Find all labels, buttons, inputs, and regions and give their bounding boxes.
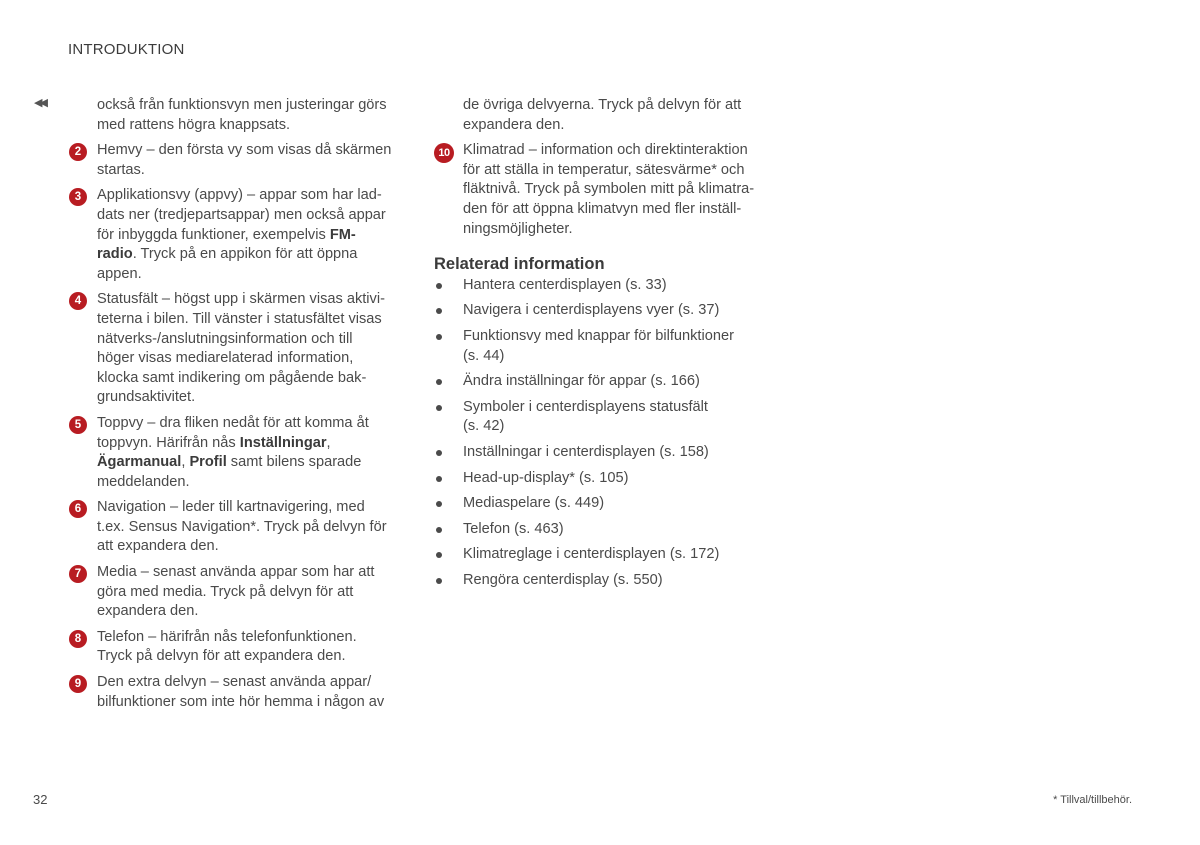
text-line: Klimatrad – information och direktinteraktion xyxy=(463,142,748,159)
text-line: Mediaspelare (s. 449) xyxy=(463,495,605,512)
number-badge: 4 xyxy=(69,292,87,310)
number-badge: 3 xyxy=(69,188,87,206)
number-badge: 8 xyxy=(69,630,87,648)
right-column xyxy=(434,96,769,596)
list-item-5 xyxy=(68,414,403,492)
list-item-7 xyxy=(68,563,403,622)
double-chevron-left-icon: ◀◀ xyxy=(34,97,45,109)
text-line: Klimatreglage i centerdisplayen (s. 172) xyxy=(463,546,720,563)
text-span: , xyxy=(181,454,190,471)
text-line: meddelanden. xyxy=(97,473,190,490)
footnote: * Tillval/tillbehör. xyxy=(1053,794,1132,806)
related-heading: Relaterad information xyxy=(434,255,605,274)
text-span: för inbyggda funktioner, exempelvis xyxy=(97,226,330,243)
bold-term: FM- xyxy=(329,226,356,243)
related-link[interactable] xyxy=(434,372,769,392)
related-link[interactable] xyxy=(434,443,769,463)
number-badge: 2 xyxy=(69,143,87,161)
bold-term: Inställningar xyxy=(239,434,327,451)
text-line: för att ställa in temperatur, sätesvärme* och xyxy=(463,161,745,178)
left-column xyxy=(68,96,403,718)
text-line: teterna i bilen. Till vänster i statusfältet visas xyxy=(97,310,382,327)
text-line: Navigera i centerdisplayens vyer (s. 37) xyxy=(463,302,720,319)
text-line: fläktnivå. Tryck på symbolen mitt på klimatra- xyxy=(463,181,755,198)
list-item-10 xyxy=(434,141,769,239)
text-line: grundsaktivitet. xyxy=(97,389,196,406)
text-line: klocka samt indikering om pågående bak- xyxy=(97,369,367,386)
text-span: toppvyn. Härifrån nås xyxy=(97,434,240,451)
related-list xyxy=(434,276,769,591)
text-line: Rengöra centerdisplay (s. 550) xyxy=(463,571,663,588)
related-link[interactable] xyxy=(434,545,769,565)
text-line: Head-up-display* (s. 105) xyxy=(463,469,629,486)
text-line: Symboler i centerdisplayens statusfält xyxy=(463,398,708,415)
text-line xyxy=(97,434,403,454)
list-item-8 xyxy=(68,628,403,667)
text-line: att expandera den. xyxy=(97,538,219,555)
page-number: 32 xyxy=(33,792,48,807)
bullet-icon xyxy=(436,578,442,584)
bullet-icon xyxy=(436,450,442,456)
text-line: Telefon (s. 463) xyxy=(463,520,564,537)
text-line: Media – senast använda appar som har att xyxy=(97,564,375,581)
bullet-icon xyxy=(436,308,442,314)
list-item-3 xyxy=(68,186,403,284)
bold-term: Ägarmanual xyxy=(97,454,182,471)
related-link[interactable] xyxy=(434,571,769,591)
text-line xyxy=(97,245,403,265)
text-line: ningsmöjligheter. xyxy=(463,220,573,237)
text-line: Toppvy – dra fliken nedåt för att komma åt xyxy=(97,414,369,431)
text-line: (s. 44) xyxy=(463,347,505,364)
list-item-6 xyxy=(68,498,403,557)
text-line: t.ex. Sensus Navigation*. Tryck på delvyn för xyxy=(97,518,387,535)
text-line: höger visas mediarelaterad information, xyxy=(97,350,354,367)
text-span: . Tryck på en appikon för att öppna xyxy=(132,246,358,263)
text-line: expandera den. xyxy=(97,603,199,620)
related-link[interactable] xyxy=(434,469,769,489)
text-line: de övriga delvyerna. Tryck på delvyn för att xyxy=(463,97,742,113)
text-line: Telefon – härifrån nås telefonfunktionen. xyxy=(97,628,357,645)
bullet-icon xyxy=(436,552,442,558)
text-line: också från funktionsvyn men justeringar görs xyxy=(97,97,387,113)
text-line: nätverks-/anslutningsinformation och till xyxy=(97,330,353,347)
number-badge: 10 xyxy=(434,143,454,163)
text-span: , xyxy=(326,434,331,451)
text-line: Den extra delvyn – senast använda appar/ xyxy=(97,674,372,691)
number-badge: 7 xyxy=(69,565,87,583)
text-line: med rattens högra knappsats. xyxy=(97,116,291,133)
text-line: Navigation – leder till kartnavigering, med xyxy=(97,499,365,516)
bullet-icon xyxy=(436,283,442,289)
number-badge: 5 xyxy=(69,416,87,434)
text-line: Funktionsvy med knappar för bilfunktioner xyxy=(463,327,734,344)
text-line: dats ner (tredjepartsappar) men också appar xyxy=(97,206,386,223)
bold-term: Profil xyxy=(189,454,227,471)
text-line: Statusfält – högst upp i skärmen visas aktivi- xyxy=(97,291,385,308)
bullet-icon xyxy=(436,501,442,507)
intro-paragraph xyxy=(68,96,403,135)
text-line: (s. 42) xyxy=(463,418,505,435)
text-line: expandera den. xyxy=(463,116,565,133)
text-line: Hemvy – den första vy som visas då skärmen xyxy=(97,142,392,159)
bullet-icon xyxy=(436,405,442,411)
text-line: Inställningar i centerdisplayen (s. 158) xyxy=(463,443,709,460)
related-link[interactable] xyxy=(434,520,769,540)
bullet-icon xyxy=(436,334,442,340)
related-link[interactable] xyxy=(434,276,769,296)
bullet-icon xyxy=(436,527,442,533)
text-line: Hantera centerdisplayen (s. 33) xyxy=(463,276,667,293)
text-line: Ändra inställningar för appar (s. 166) xyxy=(463,373,700,390)
bold-term: radio xyxy=(97,246,133,263)
bullet-icon xyxy=(436,379,442,385)
number-badge: 6 xyxy=(69,500,87,518)
related-link[interactable] xyxy=(434,398,769,437)
text-line xyxy=(97,226,403,246)
text-line: Applikationsvy (appvy) – appar som har lad- xyxy=(97,187,382,204)
text-line: den för att öppna klimatvyn med fler inställ- xyxy=(463,200,742,217)
text-line: appen. xyxy=(97,265,142,282)
text-line: göra med media. Tryck på delvyn för att xyxy=(97,583,354,600)
list-item-2 xyxy=(68,141,403,180)
text-span: samt bilens sparade xyxy=(226,454,362,471)
number-badge: 9 xyxy=(69,675,87,693)
related-link[interactable] xyxy=(434,327,769,366)
bullet-icon xyxy=(436,476,442,482)
text-line: bilfunktioner som inte hör hemma i någon av xyxy=(97,693,385,710)
list-item-4 xyxy=(68,290,403,408)
section-title: INTRODUKTION xyxy=(68,41,185,58)
text-line xyxy=(97,453,403,473)
related-link[interactable] xyxy=(434,301,769,321)
list-item-9 xyxy=(68,673,403,712)
intro-paragraph xyxy=(434,96,769,135)
text-line: Tryck på delvyn för att expandera den. xyxy=(97,648,346,665)
related-link[interactable] xyxy=(434,494,769,514)
text-line: startas. xyxy=(97,161,145,178)
